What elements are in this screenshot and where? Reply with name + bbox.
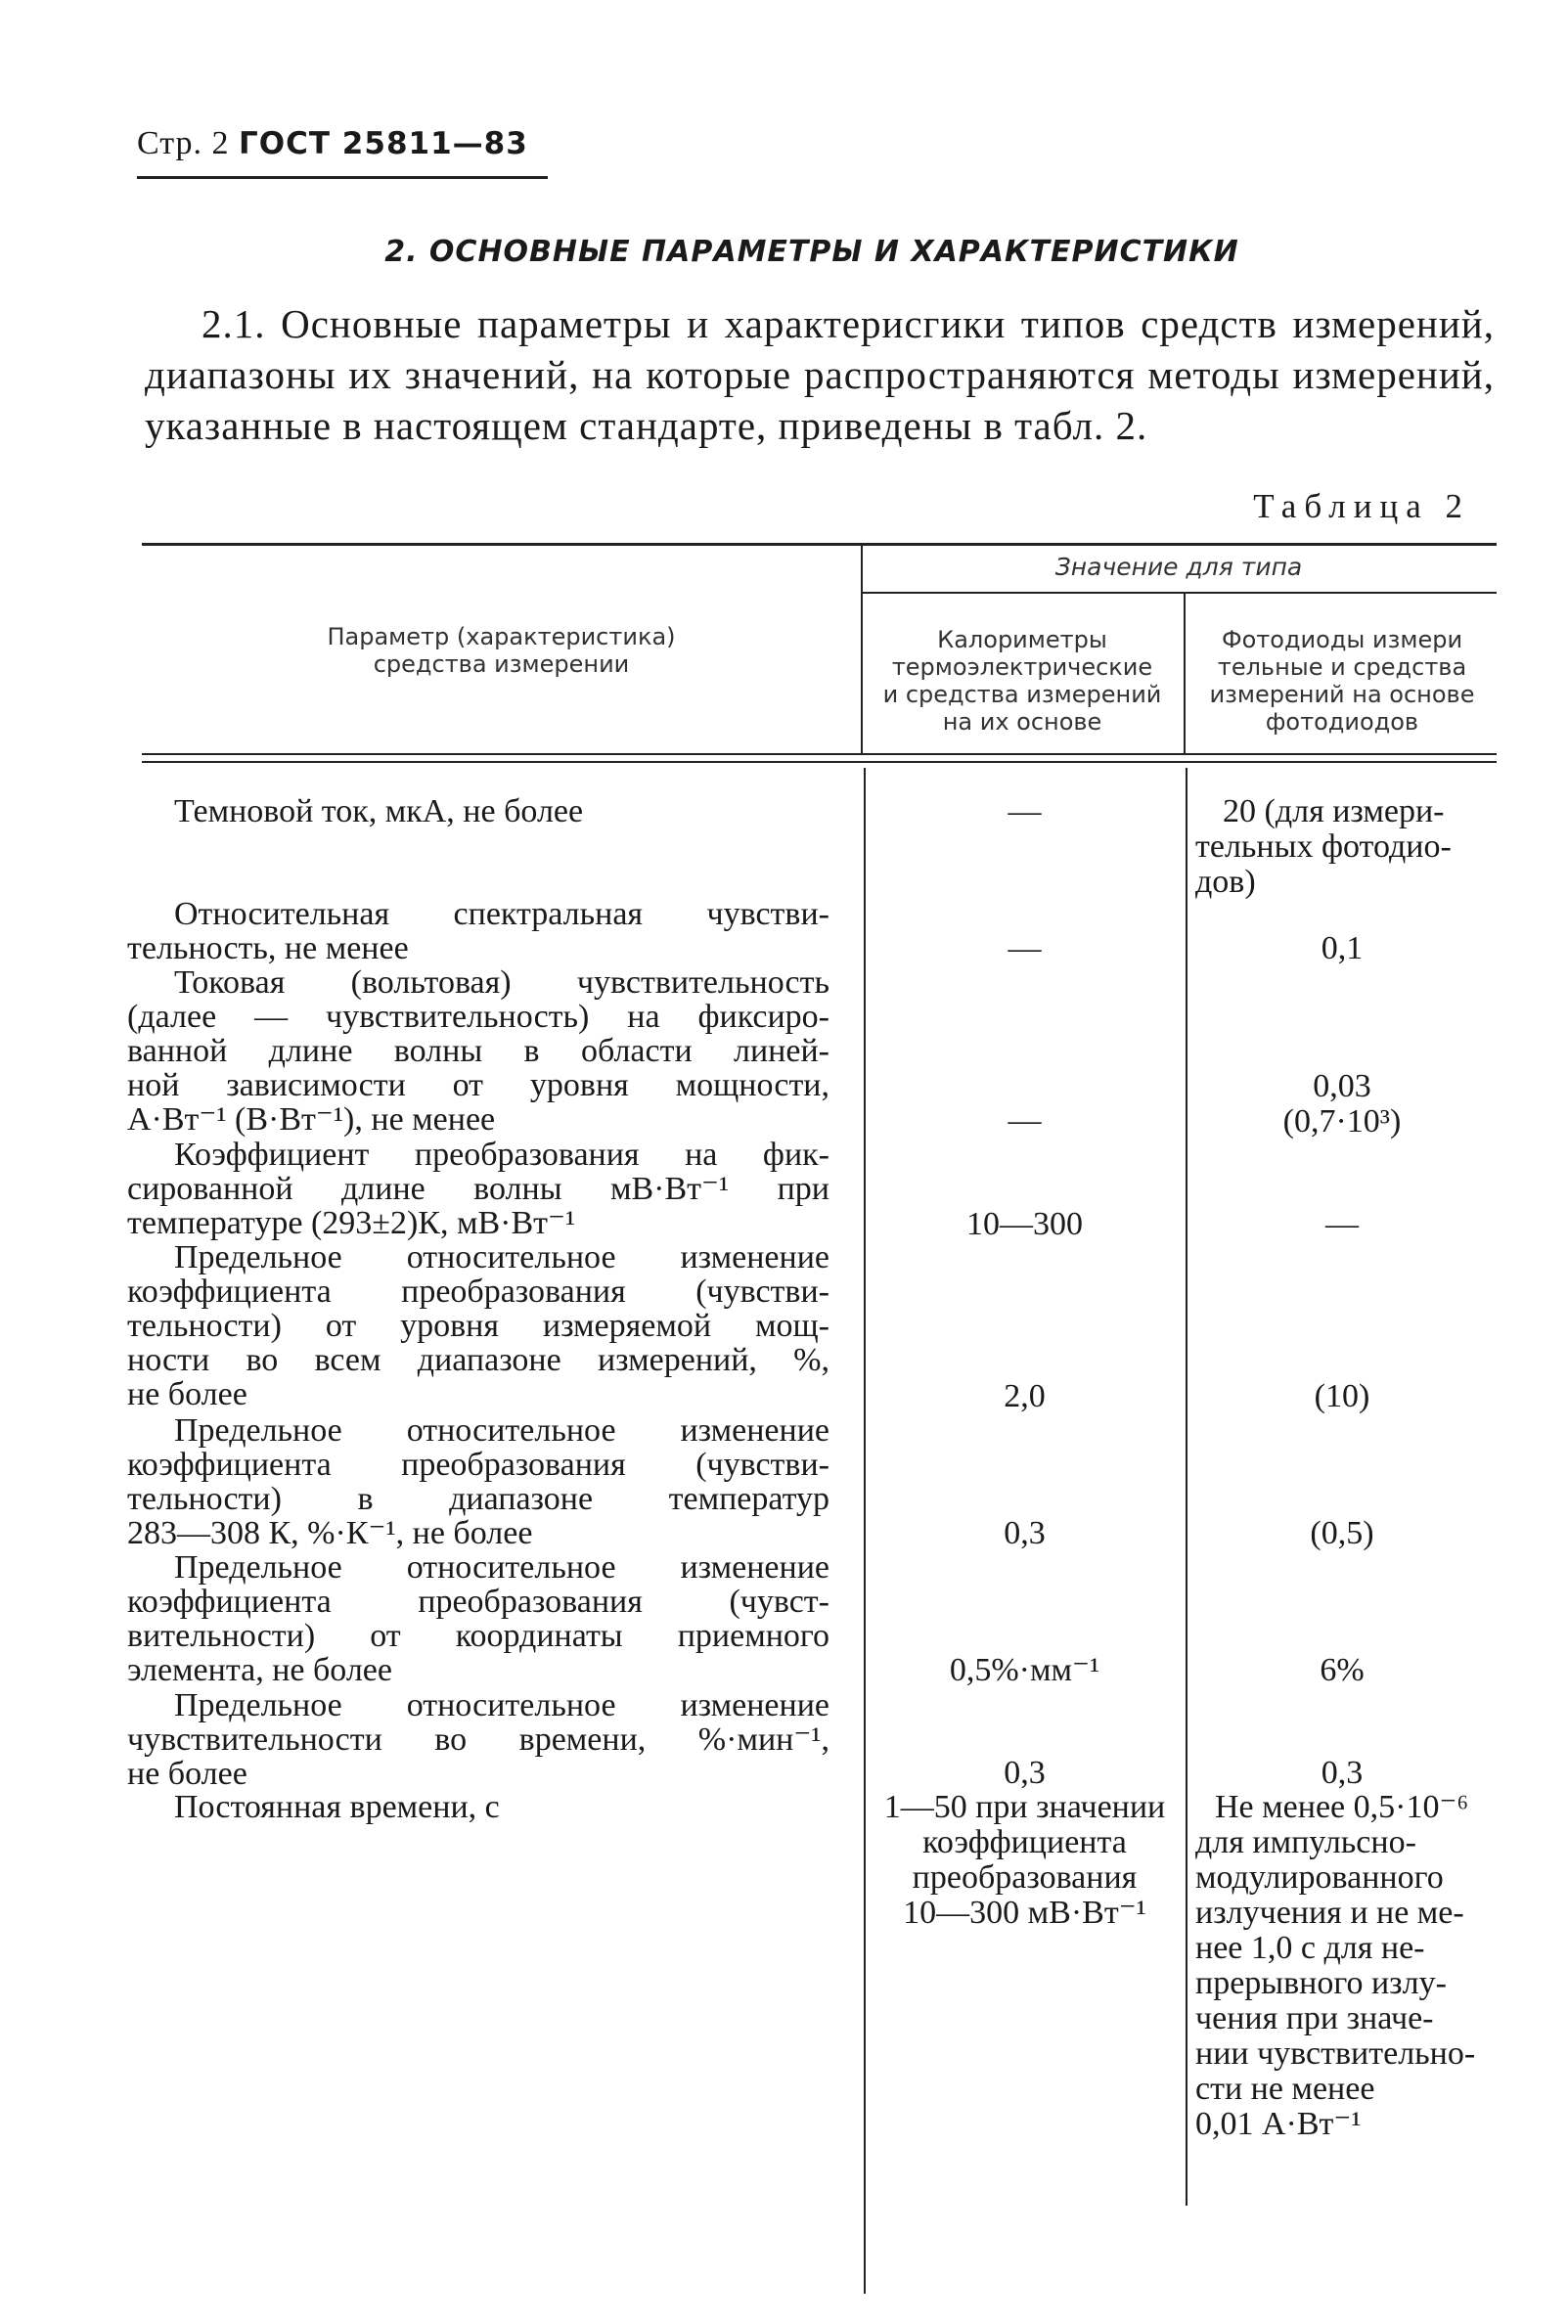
col2-line: (0,7·10³)	[1282, 1103, 1402, 1140]
col2-line: нее 1,0 с для не-	[1195, 1930, 1425, 1966]
param-line: тельности) в диапазоне температур	[127, 1481, 829, 1517]
intro-paragraph: 2.1. Основные параметры и характерисгики типов средств измерений, диапазоны их значений, на которые распространяются методы измерений, указанные в настоящем стандарте, приведены в табл. 2.	[145, 301, 1495, 448]
col1-line: 0,5%·мм⁻¹	[949, 1652, 1100, 1688]
col1-line: 0,3	[1004, 1515, 1046, 1551]
col2-cell	[1187, 1516, 1497, 1551]
col2-header-line: Фотодиоды измери	[1221, 626, 1463, 653]
param-line: Относительная спектральная чувстви-	[174, 896, 829, 932]
col1-line: преобразования	[912, 1859, 1138, 1896]
page-header	[137, 125, 528, 162]
section-title: 2. ОСНОВНЫЕ ПАРАМЕТРЫ И ХАРАКТЕРИСТИКИ	[384, 235, 1239, 269]
col1-header-line: Калориметры	[937, 626, 1107, 653]
col1-cell	[866, 1756, 1184, 1791]
param-cell	[127, 1137, 829, 1241]
col2-line: 20 (для измери-	[1223, 793, 1445, 829]
col1-cell	[866, 794, 1184, 829]
param-line: ванной длине волны в области линей-	[127, 1033, 829, 1069]
col2-line: сти не менее	[1195, 2071, 1375, 2107]
col1-cell	[866, 1790, 1184, 1931]
col1-line: —	[1008, 793, 1042, 829]
value-group-rule	[861, 592, 1497, 594]
param-line: элемента, не более	[127, 1652, 392, 1688]
col2-header-line: измерений на основе	[1209, 681, 1475, 708]
col2-line: (0,5)	[1310, 1515, 1374, 1551]
col1-header-line: на их основе	[942, 708, 1102, 736]
param-line: чувствительности во времени, %·мин⁻¹,	[127, 1721, 829, 1758]
col1-cell	[866, 1516, 1184, 1551]
col2-line: 0,1	[1321, 930, 1364, 966]
col1-line: коэффициента	[922, 1824, 1127, 1860]
param-cell	[127, 964, 829, 1138]
col1-cell	[866, 1379, 1184, 1414]
col2-line: модулированного	[1195, 1859, 1444, 1896]
col2-line: (10)	[1314, 1378, 1370, 1414]
col1-cell	[866, 931, 1184, 966]
gost-number: ГОСТ 25811—83	[239, 126, 528, 161]
param-line: (далее — чувствительность) на фиксиро-	[127, 999, 829, 1035]
col1-header-line: термоэлектрические	[891, 653, 1153, 681]
col2-cell	[1187, 1069, 1497, 1140]
col2-header-line: фотодиодов	[1265, 708, 1419, 736]
param-line: ной зависимости от уровня мощности,	[127, 1067, 829, 1103]
param-line: коэффициента преобразования (чувстви-	[127, 1274, 829, 1310]
col2-line: —	[1325, 1206, 1359, 1242]
col1-line: 2,0	[1004, 1378, 1046, 1414]
col1-cell	[866, 1103, 1184, 1139]
param-cell	[174, 1790, 829, 1824]
param-line: Предельное относительное изменение	[174, 1239, 829, 1275]
col2-line: 0,03	[1313, 1068, 1371, 1104]
param-line: сированной длине волны мВ·Вт⁻¹ при	[127, 1171, 829, 1207]
header-bottom-rule-2	[142, 761, 1497, 763]
col2-cell	[1195, 794, 1494, 900]
header-rule	[137, 176, 548, 179]
param-line: тельности) от уровня измеряемой мощ-	[127, 1308, 829, 1344]
col1-cell	[866, 1653, 1184, 1688]
param-line: не более	[127, 1376, 247, 1412]
col2-line: прерывного излу-	[1195, 1965, 1447, 2001]
header-bottom-rule-1	[142, 753, 1497, 755]
col2-cell	[1187, 931, 1497, 966]
param-cell	[127, 1549, 829, 1688]
param-line: температуре (293±2)К, мВ·Вт⁻¹	[127, 1205, 576, 1241]
col1-cell	[866, 1207, 1184, 1242]
col2-cell	[1187, 1756, 1497, 1791]
col1-line: —	[1008, 1102, 1042, 1139]
col1-line: 0,3	[1004, 1755, 1046, 1791]
col2-line: 0,01 А·Вт⁻¹	[1195, 2106, 1362, 2142]
col2-line: для импульсно-	[1195, 1824, 1416, 1860]
col2-line: 0,3	[1321, 1755, 1364, 1791]
param-line: Коэффициент преобразования на фик-	[174, 1137, 829, 1173]
col1-line: 10—300 мВ·Вт⁻¹	[903, 1895, 1146, 1931]
param-cell	[127, 1239, 829, 1412]
table-label: Таблица 2	[1253, 487, 1470, 525]
page-number: Стр. 2	[137, 125, 230, 161]
col2-line: 6%	[1320, 1652, 1365, 1688]
param-line: не более	[127, 1756, 247, 1792]
col2-cell	[1187, 1653, 1497, 1688]
col2-line: излучения и не ме-	[1195, 1895, 1464, 1931]
col2-header-line: тельные и средства	[1217, 653, 1467, 681]
col2-line: тельных фотодио-	[1195, 828, 1452, 865]
col1-line: —	[1008, 930, 1042, 966]
param-cell	[127, 896, 829, 966]
col2-cell	[1187, 1379, 1497, 1414]
param-header	[147, 623, 856, 678]
col1-header	[863, 626, 1182, 736]
param-line: Предельное относительное изменение	[174, 1687, 829, 1723]
param-cell	[127, 1687, 829, 1792]
col2-line: чения при значе-	[1195, 2000, 1434, 2036]
param-cell	[174, 794, 829, 828]
param-line: Предельное относительное изменение	[174, 1549, 829, 1586]
param-line: коэффициента преобразования (чувстви-	[127, 1447, 829, 1483]
param-line: вительности) от координаты приемного	[127, 1618, 829, 1654]
param-line: тельность, не менее	[127, 930, 409, 966]
param-header-line: Параметр (характеристика)	[327, 623, 676, 650]
col1-line: 1—50 при значении	[883, 1789, 1166, 1825]
param-cell	[127, 1412, 829, 1551]
col2-line: Не менее 0,5·10⁻⁶	[1215, 1789, 1469, 1825]
param-line: 283—308 К, %·К⁻¹, не более	[127, 1515, 533, 1551]
value-group-header: Значение для типа	[1054, 553, 1303, 581]
param-line: А·Вт⁻¹ (В·Вт⁻¹), не менее	[127, 1101, 496, 1138]
param-line: Токовая (вольтовая) чувствительность	[174, 964, 829, 1001]
col1-header-line: и средства измерений	[882, 681, 1162, 708]
col2-line: нии чувствительно-	[1195, 2035, 1476, 2072]
param-line: Постоянная времени, с	[174, 1789, 500, 1825]
param-header-line: средства измерении	[373, 650, 630, 678]
param-line: Предельное относительное изменение	[174, 1412, 829, 1449]
param-line: коэффициента преобразования (чувст-	[127, 1584, 829, 1620]
param-line: Темновой ток, мкА, не более	[174, 793, 584, 829]
col2-cell	[1195, 1790, 1494, 2142]
col2-header	[1187, 626, 1497, 736]
col1-line: 10—300	[966, 1206, 1083, 1242]
table-divider-right	[1184, 594, 1186, 753]
table-top-rule	[142, 543, 1497, 546]
col2-cell	[1187, 1207, 1497, 1242]
body-divider-right	[1186, 768, 1187, 2206]
col2-line: дов)	[1195, 864, 1256, 900]
param-line: ности во всем диапазоне измерений, %,	[127, 1342, 829, 1378]
